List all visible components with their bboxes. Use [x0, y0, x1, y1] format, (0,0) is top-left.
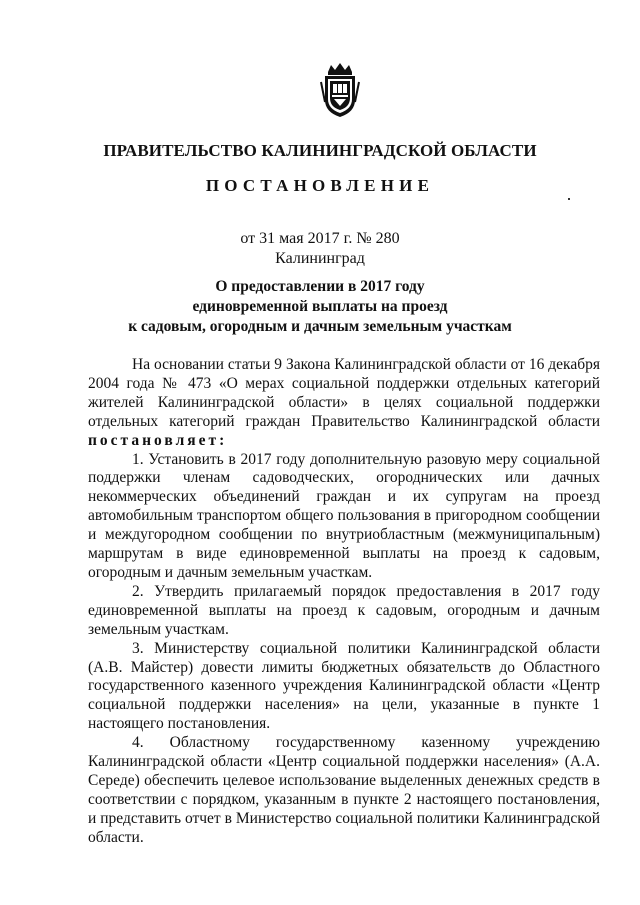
item-4-paragraph: 4. Областному государственному казенному учреждению Калининградской области «Центр социальной поддержки населения» (А.А. Середе) обеспечить целевое использование выделенных денежных средств в соответствии с порядком, указанным в пункте 2 настоящего постановления, и представить отчет в Министерство социальной политики Калининградской области.	[88, 734, 600, 846]
coat-of-arms-icon	[319, 62, 361, 118]
item-1-paragraph: 1. Установить в 2017 году дополнительную разовую меру социальной поддержки членам садоводческих, огороднических или дачных некоммерческих объединений граждан и их супругам на проезд автомобильным транспортом общего пользования в пригородном сообщении и междугородном сообщении по внутриобластным (межмуниципальным) маршрутам в виде единовременной выплаты на проезд к садовым, огородным и дачным земельным участкам.	[88, 450, 600, 581]
decree-word: постановляет:	[88, 431, 228, 449]
document-city: Калининград	[275, 250, 365, 267]
preamble-paragraph	[88, 356, 600, 451]
title-line-2: единовременной выплаты на проезд	[192, 298, 448, 315]
title-line-1: О предоставлении в 2017 году	[215, 278, 425, 295]
document-date-number: от 31 мая 2017 г. № 280	[240, 230, 400, 247]
title-line-3: к садовым, огородным и дачным земельным участкам	[128, 318, 512, 335]
item-3-paragraph: 3. Министерству социальной политики Калининградской области (А.В. Майстер) довести лимиты бюджетных обязательств до Областного государственного казенного учреждения Калининградской области «Центр социальной поддержки населения» на цели, указанные в пункте 1 настоящего постановления.	[88, 639, 600, 733]
document-type: ПОСТАНОВЛЕНИЕ	[205, 176, 435, 195]
scan-speck	[568, 198, 570, 200]
organization-name: ПРАВИТЕЛЬСТВО КАЛИНИНГРАДСКОЙ ОБЛАСТИ	[103, 141, 537, 160]
preamble-text: На основании статьи 9 Закона Калининградской области от 16 декабря 2004 года № 473 «О мерах социальной поддержки отдельных категорий жителей Калининградской области» в целях социальной поддержки отдельных категорий граждан Правительство Калининградской области	[88, 356, 600, 430]
document-body	[88, 356, 600, 848]
item-2-paragraph: 2. Утвердить прилагаемый порядок предоставления в 2017 году единовременной выплаты на проезд к садовым, огородным и дачным земельным участкам.	[88, 582, 600, 638]
document-title	[0, 277, 640, 337]
